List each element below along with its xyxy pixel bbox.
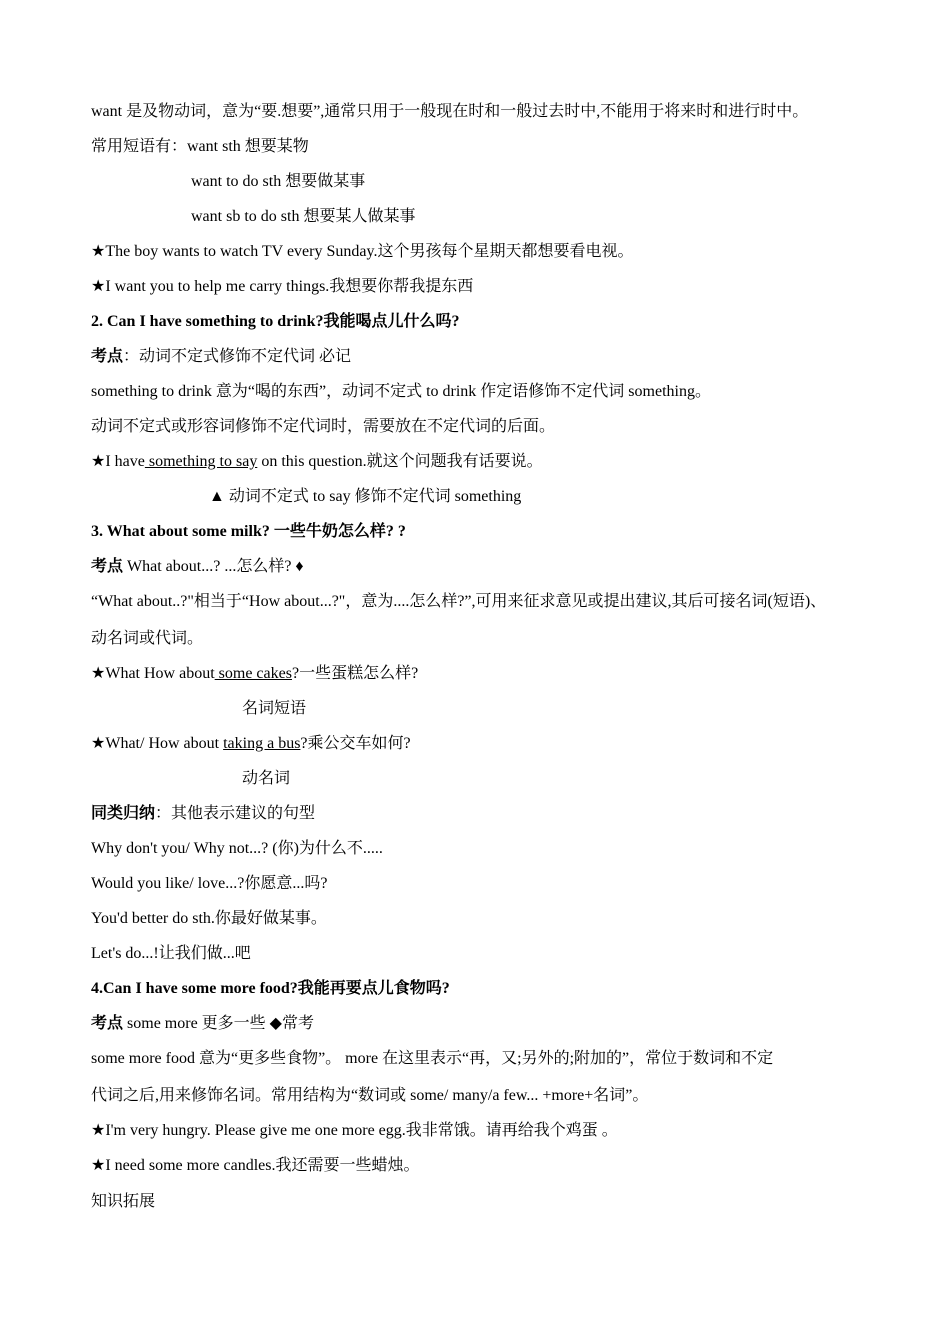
- text: ?乘公交车如何?: [300, 735, 411, 752]
- text: 动名词或代词。: [91, 630, 204, 647]
- text: ★The boy wants to watch TV every Sunday.这个男孩每个星期天都想要看电视。: [91, 243, 634, 260]
- explanation: [91, 629, 880, 649]
- phrase-want-to-do: [191, 172, 880, 192]
- summary-label: 同类归纳: [91, 805, 156, 822]
- text: Let's do...!让我们做...吧: [91, 945, 251, 962]
- text: ★I need some more candles.我还需要一些蜡烛。: [91, 1157, 420, 1174]
- text: You'd better do sth.你最好做某事。: [91, 910, 327, 927]
- explanation: [91, 1086, 880, 1106]
- underlined-phrase: taking a bus: [223, 735, 301, 752]
- underlined-phrase: something to say: [144, 453, 258, 470]
- text: 知识拓展: [91, 1193, 156, 1210]
- text: 2. Can I have something to drink?我能喝点儿什么吗?: [91, 313, 460, 330]
- section-heading-3: [91, 522, 880, 542]
- example-sentence: [91, 1121, 880, 1141]
- explanation: [91, 417, 880, 437]
- explanation: [91, 1049, 880, 1069]
- text: something to drink 意为“喝的东西”，动词不定式 to drink 作定语修饰不定代词 something。: [91, 383, 711, 400]
- text: 常用短语有：want sth 想要某物: [91, 138, 309, 155]
- text: What about...? ...怎么样? ♦: [123, 558, 304, 575]
- example-sentence: [91, 242, 880, 262]
- pattern: [91, 839, 880, 859]
- text: ?一些蛋糕怎么样?: [291, 665, 419, 682]
- key-point-label: 考点: [91, 558, 124, 575]
- explanation: [91, 382, 880, 402]
- annotation: [242, 699, 880, 719]
- text: “What about..?"相当于“How about...?"，意为....怎么样?”,可用来征求意见或提出建议,其后可接名词(短语)、: [91, 593, 827, 610]
- text: 动名词: [242, 770, 291, 787]
- underlined-phrase: some cakes: [214, 665, 292, 682]
- text: 4.Can I have some more food?我能再要点儿食物吗?: [91, 980, 450, 997]
- text: ：其他表示建议的句型: [155, 805, 316, 822]
- text: ★I have: [91, 453, 145, 470]
- knowledge-extension-heading: [91, 1192, 880, 1212]
- text: 3. What about some milk? 一些牛奶怎么样? ?: [91, 523, 406, 540]
- key-point-label: 考点: [91, 348, 124, 365]
- example-sentence: [91, 277, 880, 297]
- pattern: [91, 909, 880, 929]
- text: want sb to do sth 想要某人做某事: [191, 208, 416, 225]
- text: ▲ 动词不定式 to say 修饰不定代词 something: [209, 488, 522, 505]
- text: on this question.就这个问题我有话要说。: [257, 453, 543, 470]
- text: 动词不定式或形容词修饰不定代词时，需要放在不定代词的后面。: [91, 418, 556, 435]
- example-sentence: [91, 734, 880, 754]
- section-heading-4: [91, 979, 880, 999]
- text: want to do sth 想要做某事: [191, 173, 366, 190]
- common-phrases-heading: [91, 137, 880, 157]
- example-sentence: [91, 664, 880, 684]
- text: some more 更多一些 ◆常考: [123, 1015, 314, 1032]
- key-point: [91, 347, 880, 367]
- text: some more food 意为“更多些食物”。 more 在这里表示“再，又;另外的;附加的”，常位于数词和不定: [91, 1050, 774, 1067]
- example-sentence: [91, 1156, 880, 1176]
- para-want-definition: [91, 102, 880, 122]
- text: Why don't you/ Why not...? (你)为什么不.....: [91, 840, 383, 857]
- pattern: [91, 874, 880, 894]
- example-sentence: [91, 452, 880, 472]
- text: ：动词不定式修饰不定代词 必记: [123, 348, 352, 365]
- pattern: [91, 944, 880, 964]
- text: Would you like/ love...?你愿意...吗?: [91, 875, 328, 892]
- text: 名词短语: [242, 700, 307, 717]
- text: ★I'm very hungry. Please give me one more egg.我非常饿。请再给我个鸡蛋 。: [91, 1122, 618, 1139]
- key-point: [91, 557, 880, 577]
- text: ★What/ How about: [91, 735, 224, 752]
- key-point-label: 考点: [91, 1015, 124, 1032]
- text: ★I want you to help me carry things.我想要你帮我提东西: [91, 278, 474, 295]
- note: [209, 487, 880, 507]
- text: 代词之后,用来修饰名词。常用结构为“数词或 some/ many/a few... +more+名词”。: [91, 1087, 649, 1104]
- explanation: [91, 592, 880, 612]
- summary-heading: [91, 804, 880, 824]
- text: ★What How about: [91, 665, 215, 682]
- annotation: [242, 769, 880, 789]
- text: want 是及物动词，意为“要.想要”,通常只用于一般现在时和一般过去时中,不能用于将来时和进行时中。: [91, 103, 809, 120]
- key-point: [91, 1014, 880, 1034]
- phrase-want-sb-to-do: [191, 207, 880, 227]
- section-heading-2: [91, 312, 880, 332]
